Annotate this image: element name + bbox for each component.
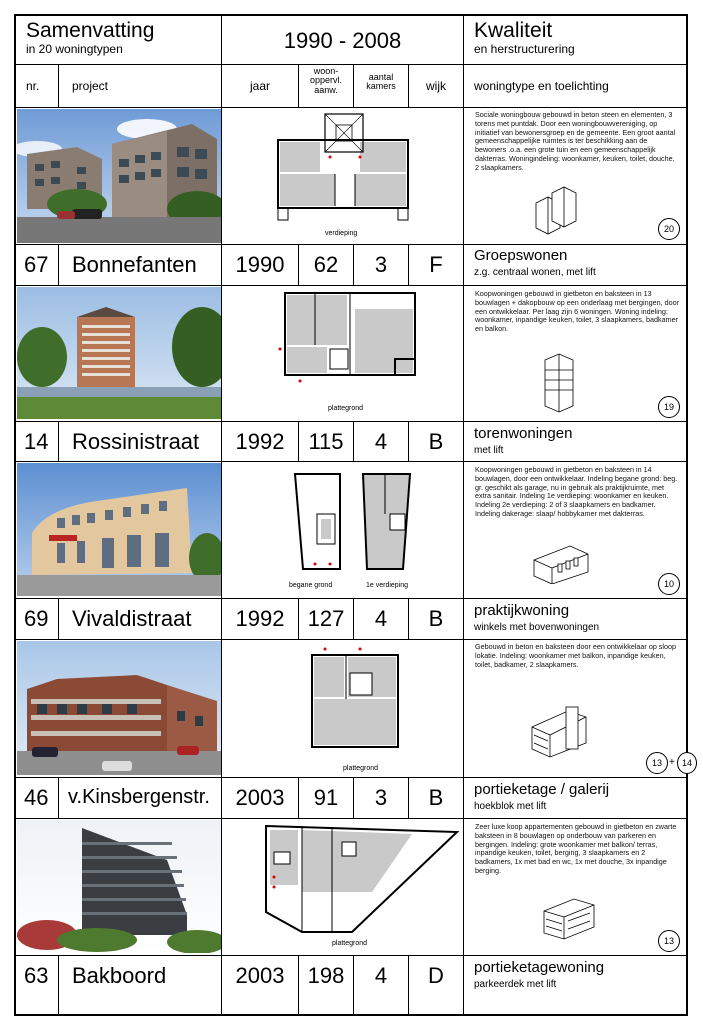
badge-rossinistraat: 19 [658, 396, 680, 418]
row-type-sub: winkels met bovenwoningen [474, 622, 600, 633]
col-line-opp [353, 64, 354, 107]
row-type: portieketagewoning [474, 959, 605, 976]
row-opp: 127 [307, 606, 345, 631]
row-divider-1b [15, 285, 687, 286]
row-type-sub: parkeerdek met lift [474, 979, 557, 990]
row-nr: 46 [24, 785, 49, 810]
row-opp: 115 [308, 429, 344, 454]
row-jaar: 1992 [235, 606, 285, 631]
row-divider-2a [15, 421, 687, 422]
description-vivaldistraat: Koopwoningen gebouwd in gietbeton en baksteen in 14 bouwlagen, door een ontwikkelaar. Indeling begane grond: beg. gr. geschikt als garage, nu in gebruik als praktijkruimte, met extra sanitair. Indeling 1e verdieping: woonkamer en keuken. Indeling 2e verdieping: 2 of 3 slaapkamers en badkamer. Indeling dakerage: slaap/ hobbykamer met dakterras. [475, 465, 678, 518]
row-project: Vivaldistraat [72, 606, 192, 631]
photo-kinsbergenstraat [17, 641, 221, 775]
description-rossinistraat: Koopwoningen gebouwd in gietbeton en baksteen in 13 bouwlagen + dakopbouw op een onderlaag met bergingen, door een ontwikkelaar. Per laag zijn 6 woningen. Woning indeling: woonkamer, inpandige keuken, toilet, 3 slaapkamers, badkamer en balkon. [475, 289, 680, 334]
plan-caption-vivaldistraat: begane grond [289, 582, 333, 589]
plan-caption-kinsbergenstraat: plattegrond [343, 765, 379, 772]
row-type-sub: z.g. centraal wonen, met lift [474, 267, 596, 278]
row1-line-nr [58, 244, 59, 285]
row5-line-nr [58, 955, 59, 1015]
header-divider [15, 64, 687, 65]
row-type: praktijkwoning [474, 602, 570, 619]
row-kamers: 4 [374, 606, 388, 631]
row-kamers: 3 [374, 252, 388, 277]
row-divider-1a [15, 244, 687, 245]
row-nr: 67 [24, 252, 49, 277]
row-wijk: B [428, 429, 444, 454]
row-opp: 91 [313, 785, 339, 810]
plan-caption2-vivaldistraat: 1e verdieping [366, 582, 409, 589]
badge-kinsbergenstraat: 13 [646, 752, 668, 774]
row-type: Groepswonen [474, 247, 568, 264]
row-kamers: 3 [374, 785, 388, 810]
col-header-kamers: aantal kamers [366, 72, 396, 92]
row-project: Bonnefanten [72, 252, 197, 277]
badge-bakboord: 13 [658, 930, 680, 952]
col-header-project: project [72, 79, 109, 93]
building-icon-bakboord [540, 893, 598, 941]
row-jaar: 1992 [235, 429, 285, 454]
building-icon-vivaldistraat [530, 540, 592, 584]
plan-caption-bonnefanten: verdieping [325, 230, 358, 237]
floorplan-vivaldistraat [285, 469, 420, 579]
row3-line-nr [58, 598, 59, 639]
row-jaar: 2003 [235, 785, 285, 810]
row-opp: 62 [313, 252, 339, 277]
col-header-wijk: wijk [426, 79, 446, 93]
header-subtitle: in 20 woningtypen [26, 42, 123, 56]
row-wijk: B [428, 785, 444, 810]
description-kinsbergenstraat: Gebouwd in beton en baksteen door een ontwikkelaar op sloop lokatie. Indeling: woonkamer met balkon, inpandige keuken, toilet, badkamer, 2 slaapkamers. [475, 642, 676, 669]
floorplan-rossinistraat [275, 289, 425, 399]
col-line-jaar [298, 64, 299, 107]
row-project: Bakboord [72, 963, 167, 988]
col-divider-photo [221, 15, 222, 1015]
plan-caption-rossinistraat: plattegrond [328, 405, 364, 412]
description-bonnefanten: Sociale woningbouw gebouwd in beton steen en elementen, 3 torens met puntdak. Door een woningbouwvereniging, op initiatief van bewonersgroep en de gemeente. Een groot aantal gemeenschappelijke ruimtes is ter beschikking aan de bewoners .o.a. een grote tuin en een gemeenschappelijk dakterras. Woningindeling: woonkamer, keuken, toilet, douche, 2 slaapkamers. [475, 110, 676, 172]
row-opp: 198 [307, 963, 345, 988]
row-divider-3b [15, 639, 687, 640]
badge-vivaldistraat: 10 [658, 573, 680, 595]
row-nr: 14 [24, 429, 49, 454]
row-project: v.Kinsbergenstr. [68, 786, 210, 808]
row2-line-nr [58, 421, 59, 461]
row-wijk: F [429, 252, 443, 277]
row-kamers: 4 [374, 963, 388, 988]
floorplan-bakboord [262, 822, 462, 940]
photo-bonnefanten [17, 109, 221, 243]
badge2-kinsbergenstraat: 14 [677, 752, 697, 774]
row-project: Rossinistraat [72, 429, 200, 454]
row-type-sub: met lift [474, 445, 504, 456]
row-nr: 63 [24, 963, 49, 988]
row-wijk: D [428, 963, 444, 988]
row-divider-4b [15, 818, 687, 819]
header-right-title: Kwaliteit [474, 19, 553, 42]
col-header-woonopp: woon-oppervl. aanw. [309, 66, 343, 95]
col-divider-right [463, 15, 464, 1015]
header-years: 1990 - 2008 [283, 28, 402, 53]
photo-vivaldistraat [17, 463, 221, 596]
row-divider-5a [15, 955, 687, 956]
photo-rossinistraat [17, 287, 221, 419]
building-icon-kinsbergenstraat [528, 703, 590, 759]
row-jaar: 1990 [235, 252, 285, 277]
row-type: torenwoningen [474, 425, 573, 442]
row-divider-2b [15, 461, 687, 462]
col-header-divider [15, 107, 687, 108]
row-type: portieketage / galerij [474, 781, 610, 798]
row-divider-4a [15, 777, 687, 778]
header-right-subtitle: en herstructurering [474, 42, 575, 56]
col-line-nr [58, 64, 59, 107]
building-icon-rossinistraat [541, 350, 577, 414]
row-wijk: B [428, 606, 444, 631]
building-icon-bonnefanten [528, 183, 584, 235]
photo-bakboord [17, 820, 221, 953]
badge-plus: + [669, 757, 675, 768]
floorplan-bonnefanten [260, 112, 425, 227]
col-header-jaar: jaar [249, 79, 270, 93]
plan-caption-bakboord: plattegrond [332, 940, 368, 947]
row4-line-nr [58, 777, 59, 818]
header-title: Samenvatting [26, 19, 155, 42]
row-kamers: 4 [374, 429, 388, 454]
col-header-type: woningtype en toelichting [474, 79, 609, 93]
floorplan-kinsbergenstraat [300, 643, 410, 758]
row-divider-3a [15, 598, 687, 599]
description-bakboord: Zeer luxe koop appartementen gebouwd in gietbeton en zwarte baksteen in 8 bouwlagen op onderbouw van parkeren en bergingen. Indeling: grote woonkamer met balkon/ terras, inpandige keuken, toilet, berging, 3 slaapkamers en 2 badkamers, 1x met bad en wc, 1x met douche, 3x inpandige berging. [475, 822, 677, 875]
col-header-nr: nr. [26, 79, 40, 93]
row-type-sub: hoekblok met lift [474, 801, 547, 812]
row-nr: 69 [24, 606, 49, 631]
row-jaar: 2003 [235, 963, 285, 988]
badge-bonnefanten: 20 [658, 218, 680, 240]
